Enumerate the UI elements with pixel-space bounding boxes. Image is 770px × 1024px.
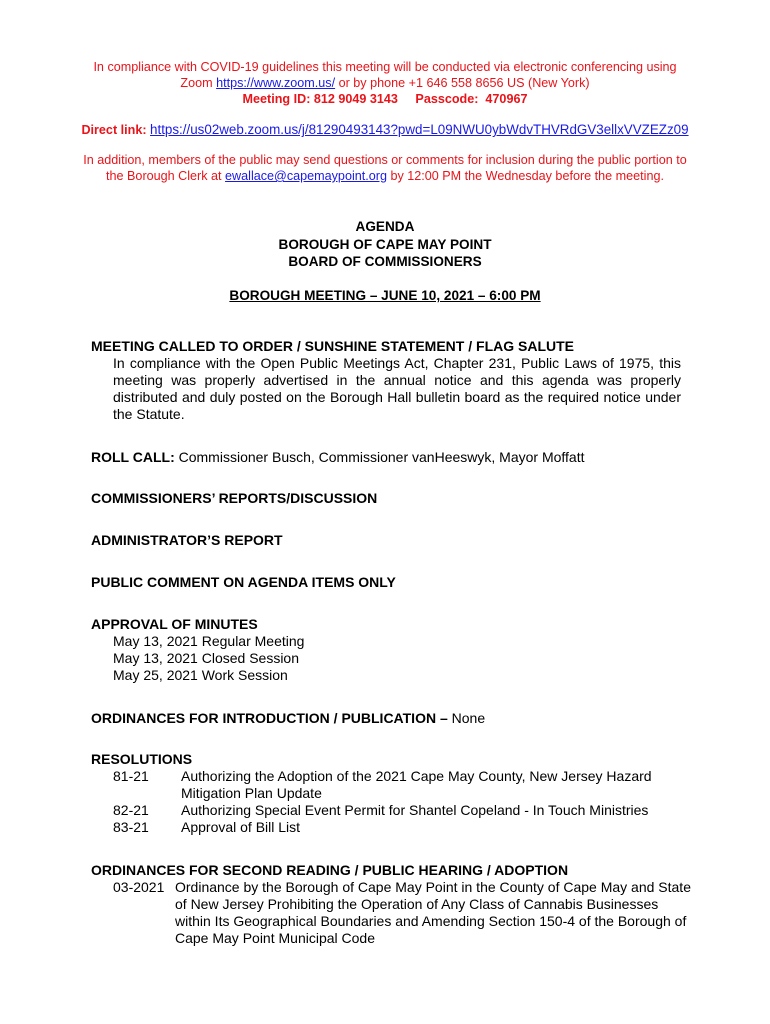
section-roll-call [91,449,691,466]
resolutions-heading: RESOLUTIONS [91,751,193,767]
clerk-email-link[interactable]: ewallace@capemaypoint.org [225,169,387,183]
direct-link-line [40,122,730,138]
minutes-heading: APPROVAL OF MINUTES [91,616,258,632]
zoom-prefix: Zoom [180,76,217,90]
minutes-item: May 13, 2021 Closed Session [113,650,299,666]
resolution-text: Approval of Bill List [181,819,301,835]
clerk-prefix: the Borough Clerk at [106,169,226,183]
roll-call-text: Commissioner Busch, Commissioner vanHeeswyk, Mayor Moffatt [174,449,585,465]
ordinances-second-heading: ORDINANCES FOR SECOND READING / PUBLIC HEARING / ADOPTION [91,862,569,878]
ordinance-item [91,879,691,947]
roll-call-label: ROLL CALL: [91,449,175,465]
minutes-item: May 13, 2021 Regular Meeting [113,633,305,649]
public-notice [40,152,730,184]
resolution-number: 81-21 [113,768,149,784]
resolution-number: 82-21 [113,802,149,818]
agenda-title: AGENDA [355,219,415,234]
covid-notice-line2 [40,75,730,91]
resolution-text: Authorizing the Adoption of the 2021 Cape May County, New Jersey Hazard Mitigation Plan Update [181,768,652,801]
ordinance-text: Ordinance by the Borough of Cape May Point in the County of Cape May and State of New Jersey Prohibiting the Operation of Any Class of Cannabis Businesses within Its Geographical Boundaries and Amending Section 150-4 of the Borough of Cape May Point Municipal Code [175,879,691,946]
meeting-title: BOROUGH MEETING – JUNE 10, 2021 – 6:00 PM [229,288,541,303]
called-heading: MEETING CALLED TO ORDER / SUNSHINE STATEMENT / FLAG SALUTE [91,338,575,354]
covid-notice [40,59,730,107]
ordinances-intro-label: ORDINANCES FOR INTRODUCTION / PUBLICATION – [91,710,452,726]
public-notice-line2 [40,168,730,184]
minutes-item: May 25, 2021 Work Session [113,667,288,683]
section-resolutions [91,751,691,836]
resolution-text: Authorizing Special Event Permit for Shantel Copeland - In Touch Ministries [181,802,649,818]
direct-link-label: Direct link: [81,123,151,137]
public-notice-line1: In addition, members of the public may send questions or comments for inclusion during the public portion to [83,153,687,167]
section-called-to-order [91,338,691,423]
section-administrator: ADMINISTRATOR’S REPORT [91,532,283,548]
resolution-item [91,819,691,836]
section-commissioners: COMMISSIONERS’ REPORTS/DISCUSSION [91,490,378,506]
direct-link[interactable]: https://us02web.zoom.us/j/81290493143?pwd=L09NWU0ybWdvTHVRdGV3ellxVVZEZz09 [150,122,689,137]
section-ordinances-introduction [91,710,691,727]
section-ordinances-second-reading [91,862,691,947]
deadline-text: by 12:00 PM the Wednesday before the meeting. [386,169,664,183]
zoom-link[interactable]: https://www.zoom.us/ [216,76,336,90]
borough-title: BOROUGH OF CAPE MAY POINT [278,236,492,252]
section-public-comment: PUBLIC COMMENT ON AGENDA ITEMS ONLY [91,574,396,590]
ordinance-number: 03-2021 [113,879,165,895]
covid-notice-line1: In compliance with COVID-19 guidelines this meeting will be conducted via electronic conferencing using [93,60,677,74]
ordinances-intro-text: None [451,710,486,726]
resolution-item [91,768,691,802]
agenda-titles [0,218,770,271]
board-title: BOARD OF COMMISSIONERS [288,254,482,269]
section-minutes [91,616,691,684]
sunshine-statement: In compliance with the Open Public Meetings Act, Chapter 231, Public Laws of 1975, this meeting was properly advertised in the annual notice and this agenda was properly distributed and duly posted on the Borough Hall bulletin board as the required notice under the Statute. [113,355,681,422]
resolution-number: 83-21 [113,819,149,835]
meeting-id: Meeting ID: 812 9049 3143 Passcode: 470967 [242,92,528,106]
phone-text: or by phone +1 646 558 8656 US (New York) [335,76,590,90]
resolution-item [91,802,691,819]
